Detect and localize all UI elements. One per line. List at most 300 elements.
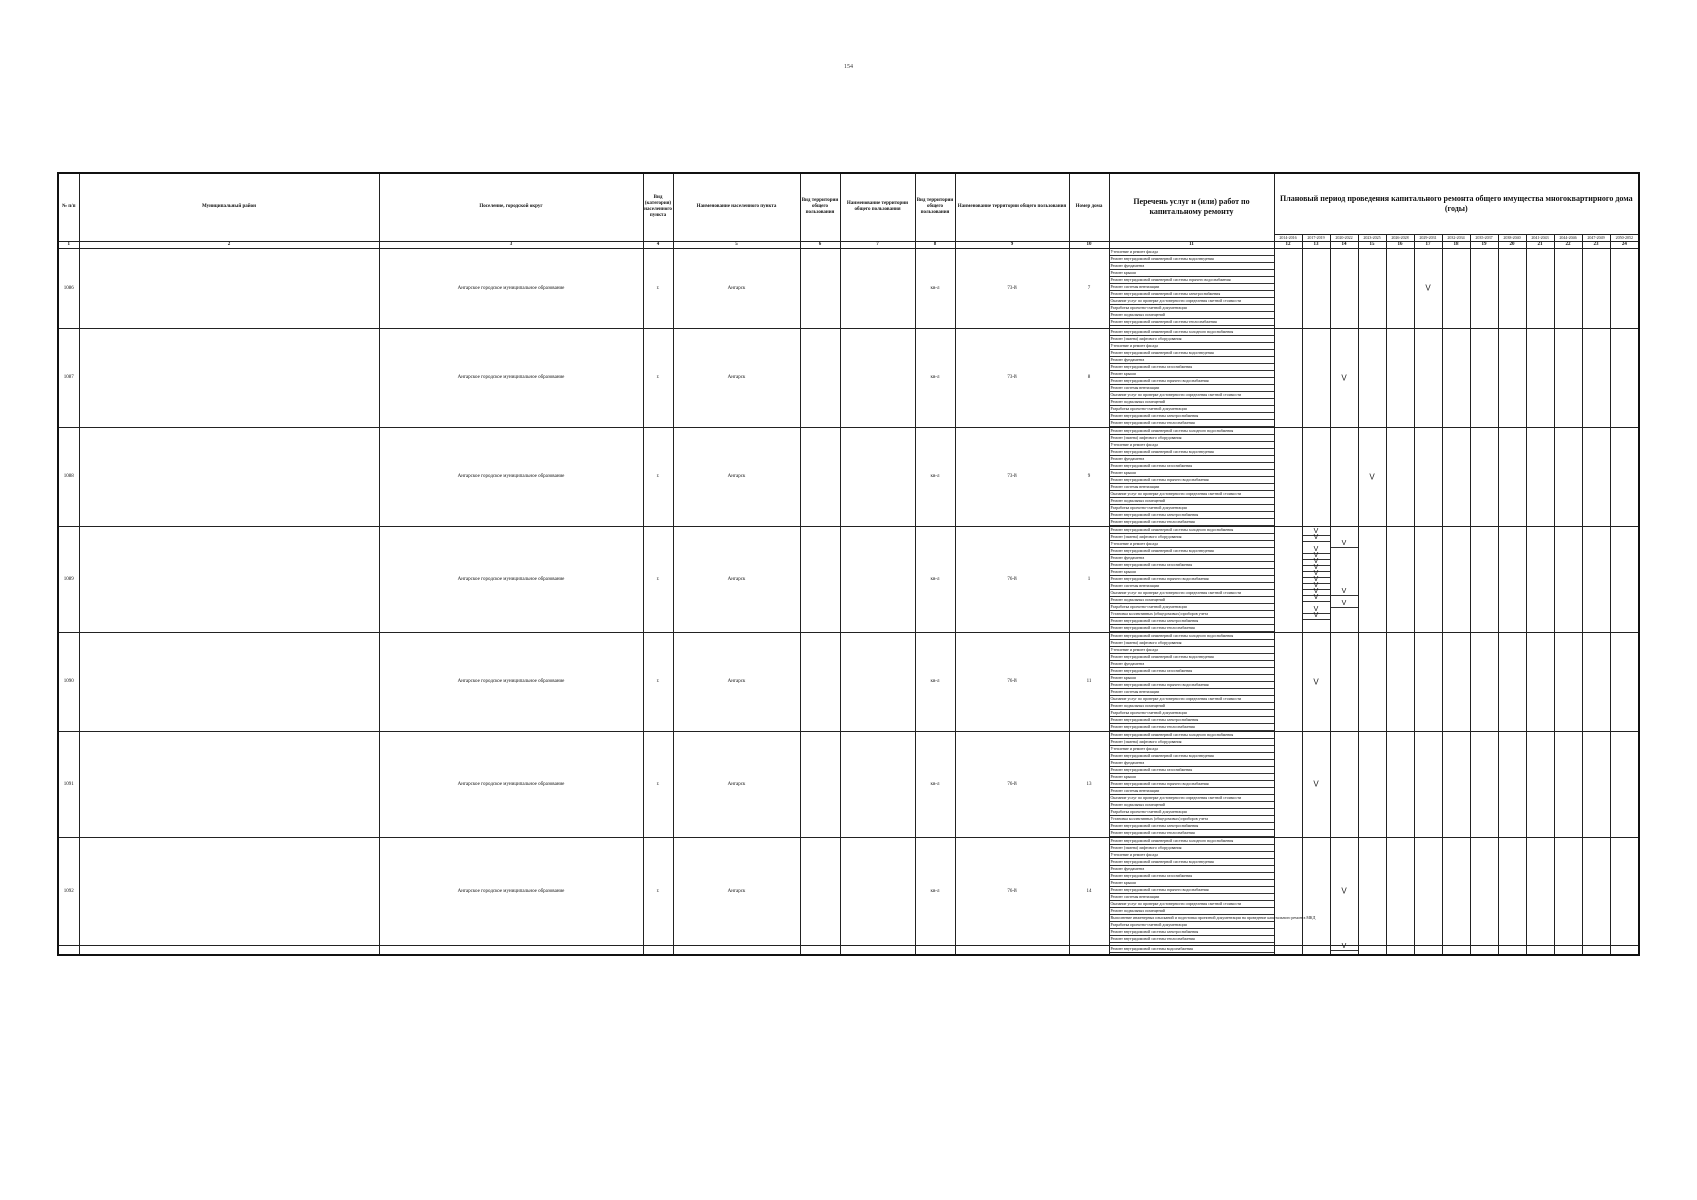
work-item: Установка коллективных (общедомовых) приборов учета bbox=[1110, 816, 1274, 823]
column-number-17: 17 bbox=[1414, 241, 1442, 248]
period-header-13: 2050-2052 bbox=[1610, 234, 1639, 241]
work-item: Ремонт системы вентиляции bbox=[1110, 583, 1274, 590]
plan-mark: V bbox=[1303, 571, 1330, 578]
cell-street: 73-й bbox=[955, 328, 1069, 427]
work-item: Ремонт (замена) лифтового оборудования bbox=[1110, 435, 1274, 442]
table-row bbox=[58, 837, 1639, 945]
cell-no: 1089 bbox=[58, 526, 79, 632]
cell-period-10 bbox=[1526, 328, 1554, 427]
header-row bbox=[58, 173, 1639, 234]
header-no: № п/п bbox=[58, 173, 79, 241]
column-numbers-row bbox=[58, 241, 1639, 248]
cell-period-9 bbox=[1498, 945, 1526, 955]
work-item: Ремонт внутридомовой инженерной системы холодного водоснабжения bbox=[1110, 329, 1274, 336]
table-row-partial bbox=[58, 945, 1639, 955]
cell-period-3 bbox=[1330, 731, 1358, 837]
cell-street: 76-й bbox=[955, 526, 1069, 632]
cell-period-1 bbox=[1274, 945, 1302, 955]
cell-city: Ангарск bbox=[673, 837, 800, 945]
work-item: Утепление и ремонт фасада bbox=[1110, 852, 1274, 859]
cell-period-5 bbox=[1386, 945, 1414, 955]
column-number-22: 22 bbox=[1554, 241, 1582, 248]
table-row bbox=[58, 731, 1639, 837]
column-number-7: 7 bbox=[840, 241, 915, 248]
work-item: Ремонт фундамента bbox=[1110, 661, 1274, 668]
period-header-6: 2029-2031 bbox=[1414, 234, 1442, 241]
work-item: Ремонт внутридомовой системы газоснабжения bbox=[1110, 767, 1274, 774]
column-number-6: 6 bbox=[800, 241, 840, 248]
cell-period-11 bbox=[1554, 248, 1582, 328]
cell-works bbox=[1109, 837, 1316, 945]
cell-no: 1092 bbox=[58, 837, 79, 945]
cell-street: 76-й bbox=[955, 632, 1069, 731]
cell-period-7 bbox=[1442, 248, 1470, 328]
cell-period-9 bbox=[1498, 837, 1526, 945]
work-item: Разработка проектно-сметной документации bbox=[1110, 406, 1274, 413]
work-item: Ремонт крыши bbox=[1110, 270, 1274, 277]
cell-period-5 bbox=[1386, 248, 1414, 328]
work-item: Ремонт внутридомовой инженерной системы водоотведения bbox=[1110, 449, 1274, 456]
column-number-20: 20 bbox=[1498, 241, 1526, 248]
cell-period-12 bbox=[1582, 632, 1610, 731]
cell-period-12 bbox=[1582, 837, 1610, 945]
cell-territory-name bbox=[840, 248, 915, 328]
cell-territory-name bbox=[840, 837, 915, 945]
work-item: Ремонт системы вентиляции bbox=[1110, 385, 1274, 392]
cell-period-10 bbox=[1526, 731, 1554, 837]
cell-period-7 bbox=[1442, 328, 1470, 427]
work-item: Ремонт внутридомовой инженерной системы водоотведения bbox=[1110, 654, 1274, 661]
cell-period-8 bbox=[1470, 328, 1498, 427]
cell-period-2 bbox=[1302, 632, 1330, 731]
cell-street: 73-й bbox=[955, 427, 1069, 526]
work-item: Ремонт внутридомовой системы газоснабжения bbox=[1110, 364, 1274, 371]
column-number-16: 16 bbox=[1386, 241, 1414, 248]
cell-period-8 bbox=[1470, 731, 1498, 837]
work-item: Оказание услуг по проверке достоверности определения сметной стоимости bbox=[1110, 901, 1274, 908]
work-item: Ремонт системы вентиляции bbox=[1110, 894, 1274, 901]
work-item: Разработка проектно-сметной документации bbox=[1110, 305, 1274, 312]
work-item: Разработка проектно-сметной документации bbox=[1110, 710, 1274, 717]
header-territory-type-2: Вид территории общего пользования bbox=[915, 173, 955, 241]
column-number-19: 19 bbox=[1470, 241, 1498, 248]
period-header-3: 2020-2022 bbox=[1330, 234, 1358, 241]
cell-period-5 bbox=[1386, 427, 1414, 526]
cell-period-12 bbox=[1582, 731, 1610, 837]
cell-city: Ангарск bbox=[673, 632, 800, 731]
work-item: Ремонт крыши bbox=[1110, 880, 1274, 887]
work-item: Ремонт внутридомовой системы электроснабжения bbox=[1110, 512, 1274, 519]
column-number-4: 4 bbox=[643, 241, 673, 248]
column-number-1: 1 bbox=[58, 241, 79, 248]
plan-mark: V bbox=[1331, 589, 1358, 596]
cell-territory-type bbox=[800, 248, 840, 328]
period-header-2: 2017-2019 bbox=[1302, 234, 1330, 241]
header-settlement-name: Наименование населенного пункта bbox=[673, 173, 800, 241]
plan-mark: V bbox=[1313, 677, 1319, 686]
cell-period-8 bbox=[1470, 427, 1498, 526]
cell-period-13 bbox=[1610, 248, 1639, 328]
cell-period-3 bbox=[1330, 942, 1358, 955]
cell-period-4 bbox=[1358, 526, 1386, 632]
cell-period-6 bbox=[1414, 731, 1442, 837]
work-item: Ремонт внутридомовой системы теплоснабжения bbox=[1110, 724, 1274, 731]
cell-period-11 bbox=[1554, 526, 1582, 632]
cell-period-3 bbox=[1330, 328, 1358, 427]
work-item: Оказание услуг по проверке достоверности определения сметной стоимости bbox=[1110, 696, 1274, 703]
cell-district bbox=[79, 632, 379, 731]
cell-no: 1088 bbox=[58, 427, 79, 526]
cell-period-2 bbox=[1302, 427, 1330, 526]
cell-period-11 bbox=[1554, 632, 1582, 731]
cell-empty bbox=[643, 945, 673, 955]
cell-settlement: Ангарское городское муниципальное образование bbox=[379, 731, 643, 837]
work-item: Ремонт внутридомовой инженерной системы электроснабжения bbox=[1110, 291, 1274, 298]
cell-period-2 bbox=[1302, 731, 1330, 837]
cell-period-12 bbox=[1582, 526, 1610, 632]
cell-period-10 bbox=[1526, 837, 1554, 945]
cell-period-11 bbox=[1554, 427, 1582, 526]
cell-empty bbox=[79, 945, 379, 955]
plan-mark: V bbox=[1303, 565, 1330, 572]
work-item: Ремонт подвальных помещений bbox=[1110, 498, 1274, 505]
cell-settlement: Ангарское городское муниципальное образование bbox=[379, 427, 643, 526]
cell-period-5 bbox=[1386, 328, 1414, 427]
cell-settlement: Ангарское городское муниципальное образование bbox=[379, 328, 643, 427]
cell-period-3 bbox=[1330, 248, 1358, 328]
work-item: Ремонт крыши bbox=[1110, 371, 1274, 378]
cell-city: Ангарск bbox=[673, 526, 800, 632]
cell-settlement-type: г. bbox=[643, 328, 673, 427]
cell-period-4 bbox=[1358, 328, 1386, 427]
plan-mark: V bbox=[1341, 886, 1347, 896]
cell-period-13 bbox=[1610, 945, 1639, 955]
work-item: Ремонт внутридомовой инженерной системы холодного водоснабжения bbox=[1110, 428, 1274, 435]
cell-district bbox=[79, 328, 379, 427]
cell-district bbox=[79, 731, 379, 837]
cell-period-8 bbox=[1470, 526, 1498, 632]
cell-empty bbox=[673, 945, 800, 955]
cell-street: 76-й bbox=[955, 837, 1069, 945]
cell-territory-type bbox=[800, 731, 840, 837]
column-number-8: 8 bbox=[915, 241, 955, 248]
cell-period-9 bbox=[1498, 526, 1526, 632]
work-item: Ремонт внутридомовой инженерной системы теплоснабжения bbox=[1110, 319, 1274, 326]
cell-territory-name bbox=[840, 632, 915, 731]
work-item: Утепление и ремонт фасада bbox=[1110, 541, 1274, 548]
work-item: Ремонт фундамента bbox=[1110, 357, 1274, 364]
work-item: Утепление и ремонт фасада bbox=[1110, 343, 1274, 350]
work-item: Ремонт фундамента bbox=[1110, 760, 1274, 767]
cell-settlement-type: г. bbox=[643, 526, 673, 632]
table-row bbox=[58, 526, 1639, 632]
header-territory-type-1: Вид территории общего пользования bbox=[800, 173, 840, 241]
cell-settlement-type: г. bbox=[643, 632, 673, 731]
cell-works bbox=[1109, 526, 1274, 632]
work-item: Ремонт внутридомовой системы газоснабжения bbox=[1110, 562, 1274, 569]
plan-mark: V bbox=[1331, 601, 1358, 608]
cell-street-type: кв-л bbox=[915, 427, 955, 526]
cell-period-10 bbox=[1526, 248, 1554, 328]
column-number-21: 21 bbox=[1526, 241, 1554, 248]
cell-empty bbox=[915, 945, 955, 955]
work-item: Ремонт внутридомовой системы теплоснабжения bbox=[1110, 420, 1274, 427]
cell-period-13 bbox=[1610, 427, 1639, 526]
column-number-14: 14 bbox=[1330, 241, 1358, 248]
work-item: Ремонт внутридомовой инженерной системы горячего водоснабжения bbox=[1110, 277, 1274, 284]
cell-territory-type bbox=[800, 837, 840, 945]
cell-settlement: Ангарское городское муниципальное образование bbox=[379, 632, 643, 731]
cell-period-2 bbox=[1302, 837, 1330, 945]
cell-period-7 bbox=[1442, 837, 1470, 945]
plan-mark: V bbox=[1303, 547, 1330, 554]
cell-house-no: 13 bbox=[1069, 731, 1109, 837]
plan-mark: V bbox=[1303, 583, 1330, 590]
cell-period-1 bbox=[1274, 427, 1302, 526]
cell-period-5 bbox=[1386, 731, 1414, 837]
capital-repair-table bbox=[57, 172, 1640, 956]
cell-house-no: 9 bbox=[1069, 427, 1109, 526]
period-header-8: 2035-2037 bbox=[1470, 234, 1498, 241]
work-item: Ремонт фундамента bbox=[1110, 263, 1274, 270]
cell-period-6 bbox=[1414, 427, 1442, 526]
work-item: Ремонт подвальных помещений bbox=[1110, 312, 1274, 319]
cell-period-13 bbox=[1610, 328, 1639, 427]
cell-period-1 bbox=[1274, 632, 1302, 731]
work-item: Утепление и ремонт фасада bbox=[1110, 647, 1274, 654]
work-item: Разработка проектно-сметной документации bbox=[1110, 809, 1274, 816]
cell-period-13 bbox=[1610, 837, 1639, 945]
cell-street-type: кв-л bbox=[915, 731, 955, 837]
cell-period-6 bbox=[1414, 248, 1442, 328]
column-number-18: 18 bbox=[1442, 241, 1470, 248]
cell-house-no: 8 bbox=[1069, 328, 1109, 427]
work-item: Ремонт фундамента bbox=[1110, 866, 1274, 873]
work-item: Ремонт внутридомовой системы теплоснабжения bbox=[1110, 830, 1274, 837]
cell-empty bbox=[800, 945, 840, 955]
plan-mark: V bbox=[1303, 529, 1330, 536]
cell-period-6 bbox=[1414, 328, 1442, 427]
plan-mark: V bbox=[1303, 553, 1330, 560]
cell-period-2 bbox=[1302, 328, 1330, 427]
cell-period-6 bbox=[1414, 632, 1442, 731]
cell-period-2 bbox=[1302, 526, 1330, 632]
plan-mark: V bbox=[1303, 559, 1330, 566]
cell-settlement: Ангарское городское муниципальное образование bbox=[379, 837, 643, 945]
work-item: Оказание услуг по проверке достоверности определения сметной стоимости bbox=[1110, 590, 1274, 597]
cell-settlement-type: г. bbox=[643, 837, 673, 945]
period-header-10: 2041-2043 bbox=[1526, 234, 1554, 241]
work-item: Ремонт внутридомовой системы горячего водоснабжения bbox=[1110, 781, 1274, 788]
work-item: Ремонт внутридомовой инженерной системы водоотведения bbox=[1110, 548, 1274, 555]
cell-empty bbox=[58, 945, 79, 955]
cell-works bbox=[1109, 945, 1274, 955]
work-item: Ремонт подвальных помещений bbox=[1110, 703, 1274, 710]
cell-district bbox=[79, 427, 379, 526]
column-number-2: 2 bbox=[79, 241, 379, 248]
work-item: Ремонт фундамента bbox=[1110, 456, 1274, 463]
work-item: Ремонт внутридомовой системы теплоснабжения bbox=[1110, 519, 1274, 526]
cell-house-no: 14 bbox=[1069, 837, 1109, 945]
cell-street-type: кв-л bbox=[915, 526, 955, 632]
table-row bbox=[58, 632, 1639, 731]
work-item: Ремонт внутридомовой инженерной системы холодного водоснабжения bbox=[1110, 633, 1274, 640]
plan-mark: V bbox=[1313, 779, 1319, 789]
work-item: Ремонт крыши bbox=[1110, 569, 1274, 576]
period-header-11: 2044-2046 bbox=[1554, 234, 1582, 241]
work-item: Ремонт внутридомовой системы водоснабжения bbox=[1110, 946, 1274, 953]
cell-settlement: Ангарское городское муниципальное образование bbox=[379, 526, 643, 632]
plan-mark: V bbox=[1303, 607, 1330, 614]
work-item: Ремонт внутридомовой системы электроснабжения bbox=[1110, 929, 1274, 936]
cell-period-5 bbox=[1386, 837, 1414, 945]
header-territory-name-1: Наименование территории общего пользования bbox=[840, 173, 915, 241]
work-item: Разработка проектно-сметной документации bbox=[1110, 505, 1274, 512]
column-number-12: 12 bbox=[1274, 241, 1302, 248]
work-item: Оказание услуг по проверке достоверности определения сметной стоимости bbox=[1110, 491, 1274, 498]
cell-period-5 bbox=[1386, 632, 1414, 731]
work-item: Ремонт внутридомовой системы горячего водоснабжения bbox=[1110, 576, 1274, 583]
cell-period-7 bbox=[1442, 427, 1470, 526]
cell-period-4 bbox=[1358, 632, 1386, 731]
work-item: Ремонт внутридомовой системы горячего водоснабжения bbox=[1110, 887, 1274, 894]
cell-period-5 bbox=[1386, 526, 1414, 632]
work-item: Ремонт внутридомовой системы газоснабжения bbox=[1110, 463, 1274, 470]
work-item: Ремонт крыши bbox=[1110, 470, 1274, 477]
cell-period-1 bbox=[1274, 328, 1302, 427]
cell-period-7 bbox=[1442, 526, 1470, 632]
cell-period-6 bbox=[1414, 837, 1442, 945]
period-header-7: 2032-2034 bbox=[1442, 234, 1470, 241]
cell-period-3 bbox=[1330, 632, 1358, 731]
cell-period-7 bbox=[1442, 731, 1470, 837]
cell-period-1 bbox=[1274, 837, 1302, 945]
cell-house-no: 11 bbox=[1069, 632, 1109, 731]
work-item: Ремонт внутридомовой системы газоснабжения bbox=[1110, 668, 1274, 675]
header-municipal-district: Муниципальный район bbox=[79, 173, 379, 241]
cell-period-6 bbox=[1414, 526, 1442, 632]
work-item: Ремонт подвальных помещений bbox=[1110, 908, 1274, 915]
work-item: Ремонт крыши bbox=[1110, 675, 1274, 682]
work-item: Ремонт внутридомовой системы электроснабжения bbox=[1110, 413, 1274, 420]
header-plan-period: Плановый период проведения капитального ремонта общего имущества многоквартирного дома (годы) bbox=[1274, 173, 1639, 234]
cell-no: 1087 bbox=[58, 328, 79, 427]
work-item: Ремонт (замена) лифтового оборудования bbox=[1110, 534, 1274, 541]
cell-period-4 bbox=[1358, 837, 1386, 945]
work-item: Ремонт подвальных помещений bbox=[1110, 802, 1274, 809]
column-number-24: 24 bbox=[1610, 241, 1639, 248]
work-item: Ремонт системы вентиляции bbox=[1110, 788, 1274, 795]
cell-period-9 bbox=[1498, 731, 1526, 837]
cell-period-3 bbox=[1330, 526, 1358, 632]
cell-period-11 bbox=[1554, 731, 1582, 837]
cell-district bbox=[79, 837, 379, 945]
cell-period-8 bbox=[1470, 945, 1498, 955]
cell-works bbox=[1109, 248, 1274, 328]
cell-street: 76-й bbox=[955, 731, 1069, 837]
work-item: Ремонт подвальных помещений bbox=[1110, 399, 1274, 406]
period-header-4: 2023-2025 bbox=[1358, 234, 1386, 241]
work-item: Ремонт внутридомовой системы электроснабжения bbox=[1110, 717, 1274, 724]
cell-territory-type bbox=[800, 328, 840, 427]
work-item: Ремонт внутридомовой инженерной системы водоотведения bbox=[1110, 350, 1274, 357]
work-item: Ремонт фундамента bbox=[1110, 555, 1274, 562]
cell-period-2 bbox=[1302, 248, 1330, 328]
cell-period-9 bbox=[1498, 632, 1526, 731]
cell-period-13 bbox=[1610, 632, 1639, 731]
cell-no: 1090 bbox=[58, 632, 79, 731]
work-item: Ремонт внутридомовой системы теплоснабжения bbox=[1110, 936, 1274, 943]
work-item: Разработка проектно-сметной документации bbox=[1110, 922, 1274, 929]
column-number-23: 23 bbox=[1582, 241, 1610, 248]
work-item: Ремонт (замена) лифтового оборудования bbox=[1110, 845, 1274, 852]
cell-works bbox=[1109, 632, 1274, 731]
cell-period-6 bbox=[1414, 945, 1442, 955]
work-item: Ремонт внутридомовой системы газоснабжения bbox=[1110, 873, 1274, 880]
work-item: Ремонт внутридомовой инженерной системы холодного водоснабжения bbox=[1110, 732, 1274, 739]
work-item: Ремонт внутридомовой системы электроснабжения bbox=[1110, 823, 1274, 830]
period-header-5: 2026-2028 bbox=[1386, 234, 1414, 241]
cell-city: Ангарск bbox=[673, 328, 800, 427]
plan-mark: V bbox=[1341, 373, 1347, 382]
cell-period-9 bbox=[1498, 328, 1526, 427]
cell-house-no: 1 bbox=[1069, 526, 1109, 632]
cell-period-4 bbox=[1358, 427, 1386, 526]
cell-city: Ангарск bbox=[673, 731, 800, 837]
work-item: Ремонт внутридомовой инженерной системы водоотведения bbox=[1110, 859, 1274, 866]
work-item: Ремонт (замена) лифтового оборудования bbox=[1110, 336, 1274, 343]
cell-street: 73-й bbox=[955, 248, 1069, 328]
work-item: Ремонт внутридомовой инженерной системы водоотведения bbox=[1110, 753, 1274, 760]
header-works: Перечень услуг и (или) работ по капитальному ремонту bbox=[1109, 173, 1274, 241]
cell-empty bbox=[379, 945, 643, 955]
work-item: Ремонт внутридомовой системы горячего водоснабжения bbox=[1110, 477, 1274, 484]
cell-period-13 bbox=[1610, 526, 1639, 632]
work-item: Ремонт внутридомовой инженерной системы водоотведения bbox=[1110, 256, 1274, 263]
cell-period-7 bbox=[1442, 945, 1470, 955]
work-item: Ремонт внутридомовой системы теплоснабжения bbox=[1110, 625, 1274, 632]
page-number: 154 bbox=[844, 64, 853, 70]
work-item: Утепление и ремонт фасада bbox=[1110, 746, 1274, 753]
plan-mark: V bbox=[1369, 472, 1375, 481]
period-header-1: 2014-2016 bbox=[1274, 234, 1302, 241]
header-territory-name-2: Наименование территории общего пользования bbox=[955, 173, 1069, 241]
cell-works bbox=[1109, 427, 1274, 526]
cell-period-11 bbox=[1554, 945, 1582, 955]
cell-territory-type bbox=[800, 632, 840, 731]
cell-period-7 bbox=[1442, 632, 1470, 731]
work-item: Ремонт внутридомовой инженерной системы холодного водоснабжения bbox=[1110, 838, 1274, 845]
header-house-no: Номер дома bbox=[1069, 173, 1109, 241]
plan-mark: V bbox=[1425, 283, 1431, 293]
cell-period-8 bbox=[1470, 837, 1498, 945]
cell-period-12 bbox=[1582, 945, 1610, 955]
work-item: Оказание услуг по проверке достоверности определения сметной стоимости bbox=[1110, 795, 1274, 802]
plan-mark: V bbox=[1303, 613, 1330, 620]
work-item: Ремонт подвальных помещений bbox=[1110, 597, 1274, 604]
cell-territory-type bbox=[800, 427, 840, 526]
cell-period-9 bbox=[1498, 427, 1526, 526]
column-number-9: 9 bbox=[955, 241, 1069, 248]
work-item: Установка коллективных (общедомовых) приборов учета bbox=[1110, 611, 1274, 618]
cell-period-8 bbox=[1470, 632, 1498, 731]
work-item: Ремонт системы вентиляции bbox=[1110, 689, 1274, 696]
header-settlement-type: Вид (категория) населенного пункта bbox=[643, 173, 673, 241]
column-number-3: 3 bbox=[379, 241, 643, 248]
work-item: Ремонт крыши bbox=[1110, 774, 1274, 781]
cell-period-10 bbox=[1526, 632, 1554, 731]
cell-period-11 bbox=[1554, 328, 1582, 427]
